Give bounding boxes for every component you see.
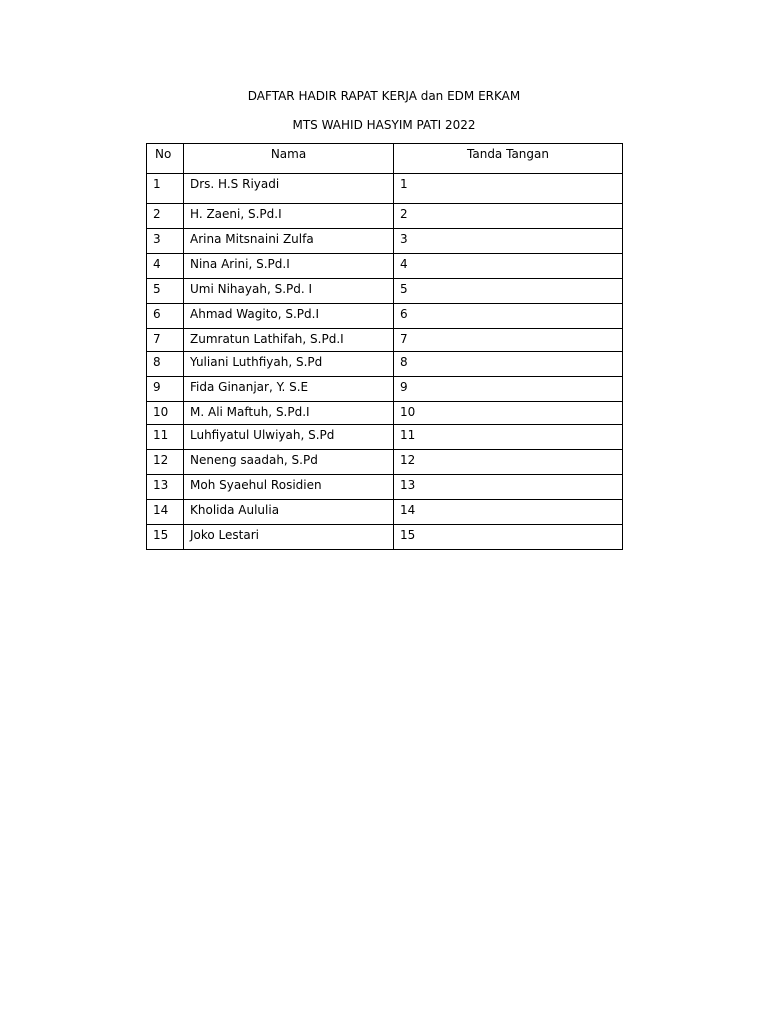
table-row bbox=[147, 204, 623, 229]
cell-no: 8 bbox=[147, 352, 184, 377]
table-row bbox=[147, 304, 623, 329]
cell-tanda-tangan: 13 bbox=[394, 475, 623, 500]
cell-nama: H. Zaeni, S.Pd.I bbox=[184, 204, 394, 229]
cell-nama: Zumratun Lathifah, S.Pd.I bbox=[184, 329, 394, 352]
cell-no: 11 bbox=[147, 425, 184, 450]
cell-nama: Nina Arini, S.Pd.I bbox=[184, 254, 394, 279]
cell-tanda-tangan: 6 bbox=[394, 304, 623, 329]
cell-tanda-tangan: 12 bbox=[394, 450, 623, 475]
cell-tanda-tangan: 2 bbox=[394, 204, 623, 229]
cell-no: 4 bbox=[147, 254, 184, 279]
table-row bbox=[147, 174, 623, 204]
table-row bbox=[147, 352, 623, 377]
cell-nama: Yuliani Luthfiyah, S.Pd bbox=[184, 352, 394, 377]
cell-nama: Luhfiyatul Ulwiyah, S.Pd bbox=[184, 425, 394, 450]
table-row bbox=[147, 425, 623, 450]
cell-no: 13 bbox=[147, 475, 184, 500]
cell-nama: Ahmad Wagito, S.Pd.I bbox=[184, 304, 394, 329]
table-row bbox=[147, 229, 623, 254]
cell-nama: Fida Ginanjar, Y. S.E bbox=[184, 377, 394, 402]
header-tanda-tangan: Tanda Tangan bbox=[394, 144, 623, 174]
cell-no: 9 bbox=[147, 377, 184, 402]
cell-no: 10 bbox=[147, 402, 184, 425]
document-subtitle: MTS WAHID HASYIM PATI 2022 bbox=[292, 118, 476, 132]
cell-tanda-tangan: 4 bbox=[394, 254, 623, 279]
cell-no: 3 bbox=[147, 229, 184, 254]
header-no: No bbox=[147, 144, 184, 174]
cell-nama: Joko Lestari bbox=[184, 525, 394, 550]
cell-nama: Arina Mitsnaini Zulfa bbox=[184, 229, 394, 254]
cell-tanda-tangan: 5 bbox=[394, 279, 623, 304]
table-row bbox=[147, 475, 623, 500]
attendance-table bbox=[146, 143, 623, 550]
table-row bbox=[147, 525, 623, 550]
table-row bbox=[147, 450, 623, 475]
cell-no: 14 bbox=[147, 500, 184, 525]
cell-tanda-tangan: 1 bbox=[394, 174, 623, 204]
cell-no: 2 bbox=[147, 204, 184, 229]
table-row bbox=[147, 500, 623, 525]
cell-tanda-tangan: 7 bbox=[394, 329, 623, 352]
table-row bbox=[147, 377, 623, 402]
cell-no: 5 bbox=[147, 279, 184, 304]
cell-nama: M. Ali Maftuh, S.Pd.I bbox=[184, 402, 394, 425]
document-title: DAFTAR HADIR RAPAT KERJA dan EDM ERKAM bbox=[247, 89, 521, 103]
cell-no: 7 bbox=[147, 329, 184, 352]
table-header-row bbox=[147, 144, 623, 174]
cell-nama: Neneng saadah, S.Pd bbox=[184, 450, 394, 475]
cell-nama: Kholida Aululia bbox=[184, 500, 394, 525]
table-row bbox=[147, 279, 623, 304]
cell-tanda-tangan: 11 bbox=[394, 425, 623, 450]
cell-nama: Drs. H.S Riyadi bbox=[184, 174, 394, 204]
cell-no: 1 bbox=[147, 174, 184, 204]
cell-tanda-tangan: 8 bbox=[394, 352, 623, 377]
cell-tanda-tangan: 14 bbox=[394, 500, 623, 525]
cell-tanda-tangan: 3 bbox=[394, 229, 623, 254]
cell-tanda-tangan: 9 bbox=[394, 377, 623, 402]
table-row bbox=[147, 254, 623, 279]
cell-no: 15 bbox=[147, 525, 184, 550]
table-row bbox=[147, 402, 623, 425]
table-row bbox=[147, 329, 623, 352]
cell-no: 12 bbox=[147, 450, 184, 475]
header-nama: Nama bbox=[184, 144, 394, 174]
cell-tanda-tangan: 15 bbox=[394, 525, 623, 550]
cell-tanda-tangan: 10 bbox=[394, 402, 623, 425]
cell-nama: Umi Nihayah, S.Pd. I bbox=[184, 279, 394, 304]
cell-nama: Moh Syaehul Rosidien bbox=[184, 475, 394, 500]
cell-no: 6 bbox=[147, 304, 184, 329]
